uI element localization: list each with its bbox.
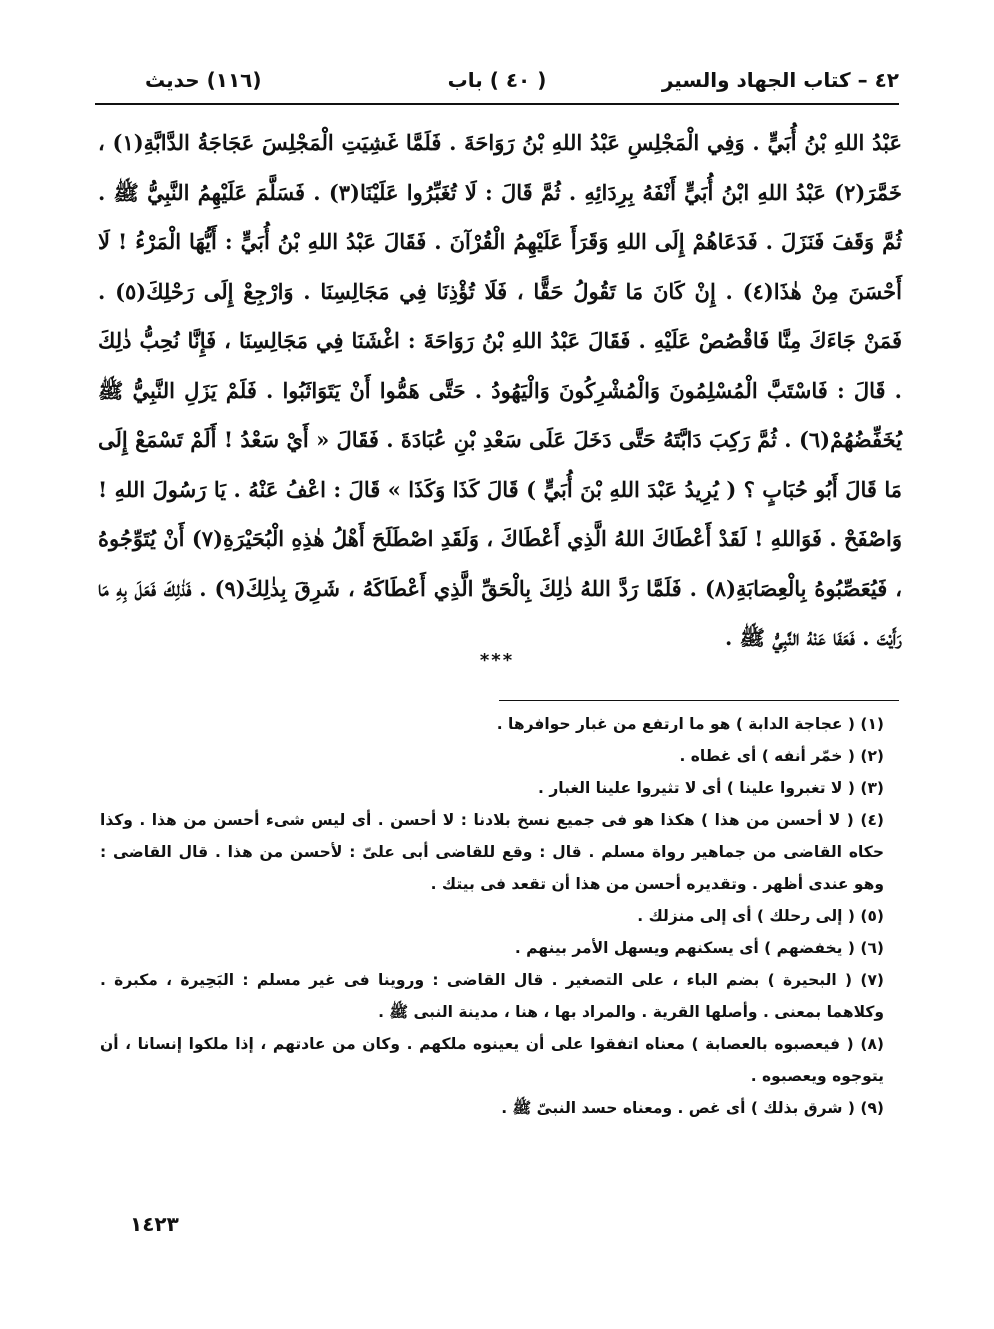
- footnote: (٥) ( إلى رحلك ) أى إلى منزلك .: [637, 907, 884, 925]
- footnote: (٩) ( شرق بذلك ) أى غص . ومعناه حسد النبىّ ﷺ .: [501, 1099, 884, 1117]
- footnote: (٤) ( لا أحسن من هذا ) هكذا هو فى جميع نسخ بلادنا : لا أحسن . أى ليس شىء أحسن من هذا . وكذا حكاه القاضى من جماهير رواة مسلم . قال : وقع للقاضى أبى علىّ : لأحسن من هذا . قال القاضى : وهو عندى أظهر . وتقديره أحسن من هذا أن تقعد فى بيتك .: [100, 811, 884, 893]
- book-title: ٤٢ – كتاب الجهاد والسير: [661, 68, 899, 92]
- running-header: [95, 62, 899, 102]
- footnote: (٣) ( لا تغبروا علينا ) أى لا تثيروا علينا الغبار .: [538, 779, 884, 797]
- footnote: (١) ( عجاجة الدابة ) هو ما ارتفع من غبار حوافرها .: [496, 715, 884, 733]
- footnote: (٨) ( فيعصبوه بالعصابة ) معناه اتفقوا على أن يعينوه ملكهم . وكان من عادتهم ، إذا ملكوا إنسانا ، أن يتوجوه ويعصبوه .: [100, 1035, 884, 1085]
- footnote: (٦) ( يخفضهم ) أى يسكنهم ويسهل الأمر بينهم .: [514, 939, 884, 957]
- footnote: (٢) ( خمّر أنفه ) أى غطاه .: [679, 747, 884, 765]
- footnote-rule: [499, 700, 899, 701]
- section-separator: ***: [479, 650, 515, 671]
- hadith-text: عَبْدُ اللهِ بْنُ أُبَيٍّ . وَفِي الْمَجْلِسِ عَبْدُ اللهِ بْنُ رَوَاحَةَ . فَلَمَّا غَشِيَتِ الْمَجْلِسَ عَجَاجَةُ الدَّابَّةِ(١) ، خَمَّرَ(٢) عَبْدُ اللهِ ابْنُ أُبَيٍّ أَنْفَهُ بِرِدَائِهِ . ثُمَّ قَالَ : لَا تُغَبِّرُوا عَلَيْنَا(٣) . فَسَلَّمَ عَلَيْهِمُ النَّبِيُّ ﷺ . ثُمَّ وَقَفَ فَنَزَلَ . فَدَعَاهُمْ إِلَى اللهِ وَقَرَأَ عَلَيْهِمُ الْقُرْآنَ . فَقَالَ عَبْدُ اللهِ بْنُ أُبَيٍّ : أَيُّهَا الْمَرْءُ ! لَا أَحْسَنَ مِنْ هٰذَا(٤) . إِنْ كَانَ مَا تَقُولُ حَقًّا ، فَلَا تُؤْذِنَا فِي مَجَالِسِنَا . وَارْجِعْ إِلَى رَحْلِكَ(٥) . فَمَنْ جَاءَكَ مِنَّا فَاقْصُصْ عَلَيْهِ . فَقَالَ عَبْدُ اللهِ بْنُ رَوَاحَةَ : اغْشَنَا فِي مَجَالِسِنَا ، فَإِنَّا نُحِبُّ ذٰلِكَ . قَالَ : فَاسْتَبَّ الْمُسْلِمُونَ وَالْمُشْرِكُونَ وَالْيَهُودُ . حَتَّى هَمُّوا أَنْ يَتَوَاثَبُوا . فَلَمْ يَزَلِ النَّبِيُّ ﷺ يُخَفِّضُهُمْ(٦) . ثُمَّ رَكِبَ دَابَّتَهُ حَتَّى دَخَلَ عَلَى سَعْدِ بْنِ عُبَادَةَ . فَقَالَ « أَيْ سَعْدُ ! أَلَمْ تَسْمَعْ إِلَى مَا قَالَ أَبُو حُبَابٍ ؟ ( يُرِيدُ عَبْدَ اللهِ بْنَ أُبَيٍّ ) قَالَ كَذَا وَكَذَا » قَالَ : اعْفُ عَنْهُ . يَا رَسُولَ اللهِ ! وَاصْفَحْ . فَوَاللهِ ! لَقَدْ أَعْطَاكَ اللهُ الَّذِي أَعْطَاكَ ، وَلَقَدِ اصْطَلَحَ أَهْلُ هٰذِهِ الْبُحَيْرَةِ(٧) أَنْ يُتَوِّجُوهُ ، فَيُعَصِّبُوهُ بِالْعِصَابَةِ(٨) . فَلَمَّا رَدَّ اللهُ ذٰلِكَ بِالْحَقِّ الَّذِي أَعْطَاكَهُ ، شَرِقَ بِذٰلِكَ(٩) . فَذٰلِكَ فَعَلَ بِهِ مَا رَأَيْتَ . فَعَفَا عَنْهُ النَّبِيُّ ﷺ .: [98, 130, 902, 650]
- header-rule: [95, 103, 899, 105]
- footnotes-list: [100, 708, 884, 1124]
- page-number: ١٤٢٣: [130, 1212, 179, 1236]
- chapter-label: ( ٤٠ ) باب: [447, 68, 547, 92]
- footnote: (٧) ( البحيرة ) بضم الباء ، على التصغير . قال القاضى : وروينا فى غير مسلم : البَحِيرة ، مكبرة . وكلاهما بمعنى . وأصلها القرية . والمراد بها ، هنا ، مدينة النبى ﷺ .: [100, 971, 884, 1021]
- hadith-number: (١١٦) حديث: [145, 68, 262, 92]
